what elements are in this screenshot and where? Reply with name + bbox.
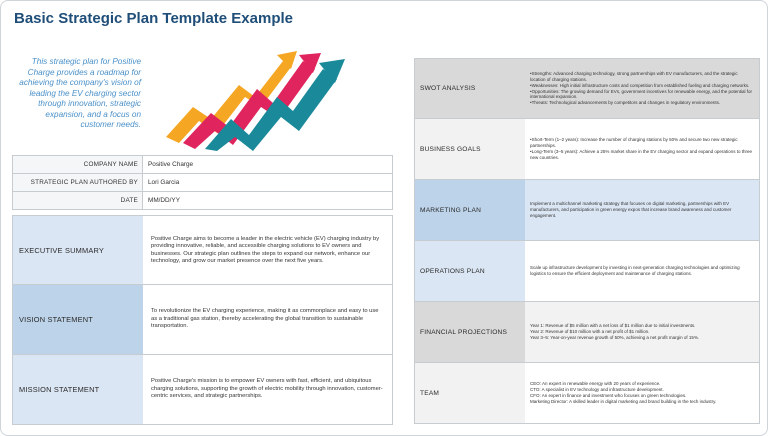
section-heading: MARKETING PLAN	[415, 180, 525, 240]
info-value[interactable]: MM/DD/YY	[143, 192, 393, 210]
section-line: Year 3–5: Year-on-year revenue growth of 50%, achieving a net profit margin of 15%.	[530, 334, 700, 340]
section-line: CTO: A specialist in EV technology and infrastructure development.	[530, 387, 664, 393]
section-line: Year 2: Revenue of $10 million with a net profit of $1 million.	[530, 329, 650, 335]
section-heading: BUSINESS GOALS	[415, 119, 525, 179]
section-line: Scale up infrastructure development by investing in next-generation charging technologies and optimizing logistics to ensure the efficient deployment and maintenance of charging stations.	[530, 265, 740, 276]
section-heading: TEAM	[415, 363, 525, 423]
section-body[interactable]	[143, 216, 392, 284]
section-line: •Short-Term (1–2 years): Increase the number of charging stations by 50% and secure two new strategic partnerships.	[530, 137, 738, 149]
info-row-date	[13, 192, 393, 210]
section-body[interactable]	[525, 241, 759, 301]
info-row-author	[13, 174, 393, 192]
section-line: •Opportunities: The growing demand for EVs, government incentives for renewable energy, and the potential for international expansion.	[530, 88, 753, 100]
section-executive-summary	[12, 215, 393, 285]
section-mission-statement	[12, 355, 393, 425]
info-value[interactable]: Positive Charge	[143, 156, 393, 174]
section-body[interactable]	[143, 285, 392, 354]
company-info-table	[12, 155, 393, 210]
section-line: •Long-Term (3–5 years): Achieve a 25% market share in the EV charging sector and expand operations to three new countries.	[530, 149, 752, 160]
section-body[interactable]	[525, 302, 759, 362]
info-label: COMPANY NAME	[13, 156, 143, 174]
section-heading: OPERATIONS PLAN	[415, 241, 525, 301]
info-label: DATE	[13, 192, 143, 210]
section-text: To revolutionize the EV charging experience, making it as commonplace and easy to use as a traditional gas station, thereby accelerating the global transition to sustainable transportation.	[151, 308, 379, 330]
section-body[interactable]	[525, 59, 759, 118]
section-line: Marketing Director: A skilled leader in digital marketing and brand building in the tech industry.	[530, 398, 717, 404]
left-sections	[12, 215, 393, 425]
section-body[interactable]	[525, 180, 759, 240]
section-line: •Strengths: Advanced charging technology, strong partnerships with EV manufacturers, and the strategic location of charging stations.	[530, 70, 738, 82]
section-business-goals	[414, 119, 760, 180]
info-label: STRATEGIC PLAN AUTHORED BY	[13, 174, 143, 192]
section-heading: SWOT ANALYSIS	[415, 59, 525, 118]
section-body[interactable]	[143, 355, 392, 424]
section-heading: MISSION STATEMENT	[13, 355, 143, 424]
section-heading: EXECUTIVE SUMMARY	[13, 216, 143, 284]
page-title: Basic Strategic Plan Template Example	[14, 10, 294, 27]
section-text: Positive Charge's mission is to empower EV owners with fast, efficient, and ubiquitous charging solutions, supporting the growth of electric mobility through innovation, customer-centric services, and strategic partnerships.	[151, 378, 383, 400]
ribbon-arrows-logo	[151, 39, 361, 151]
section-heading: FINANCIAL PROJECTIONS	[415, 302, 525, 362]
section-operations-plan	[414, 241, 760, 302]
section-body[interactable]	[525, 119, 759, 179]
section-heading: VISION STATEMENT	[13, 285, 143, 354]
section-line: Implement a multichannel marketing strategy that focuses on digital marketing, partnerships with EV manufacturers, and participation in green energy expos that increase brand awareness and customer engagement.	[530, 201, 732, 218]
section-line: •Threats: Technological advancements by competitors and changes in regulatory environments.	[530, 100, 721, 106]
info-row-company	[13, 156, 393, 174]
section-text: Positive Charge aims to become a leader in the electric vehicle (EV) charging industry by providing innovative, reliable, and accessible charging solutions to EV owners and businesses. Our strategic plan outlines the steps to expand our network, enhance our technology, and grow our market presence over the next five years.	[151, 236, 380, 265]
section-body[interactable]	[525, 363, 759, 423]
right-sections	[414, 58, 760, 424]
section-financial-projections	[414, 302, 760, 363]
section-marketing-plan	[414, 180, 760, 241]
section-vision-statement	[12, 285, 393, 355]
section-line: Year 1: Revenue of $5 million with a net loss of $1 million due to initial investments.	[530, 323, 696, 329]
section-line: •Weaknesses: High initial infrastructure costs and competition from established fueling and charging networks.	[530, 82, 750, 88]
section-swot-analysis	[414, 58, 760, 119]
section-team	[414, 363, 760, 424]
section-line: CEO: An expert in renewable energy with 20 years of experience.	[530, 381, 661, 387]
section-line: CFO: An expert in finance and investment who focuses on green technologies.	[530, 393, 687, 398]
intro-text: This strategic plan for Positive Charge provides a roadmap for achieving the company's vision of leading the EV charging sector through innovation, strategic expansion, and a focus on customer needs.	[19, 57, 141, 129]
info-value[interactable]: Lori Garcia	[143, 174, 393, 192]
